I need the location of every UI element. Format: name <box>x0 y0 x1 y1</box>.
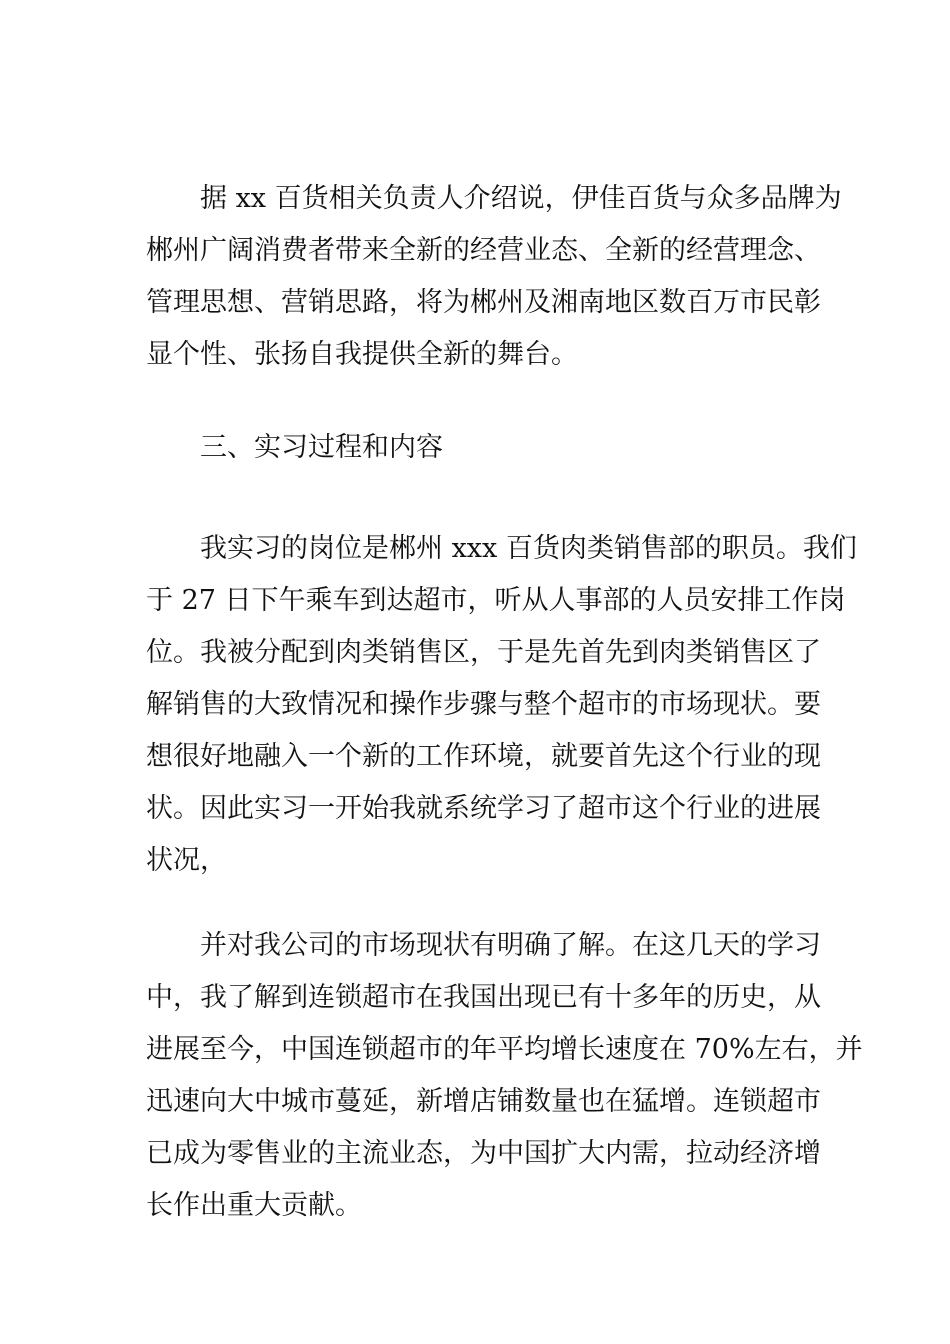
paragraph-line: 状。因此实习一开始我就系统学习了超市这个行业的进展 <box>146 793 821 824</box>
paragraph-line: 中，我了解到连锁超市在我国出现已有十多年的历史，从 <box>146 982 821 1013</box>
section-heading-text: 三、实习过程和内容 <box>200 432 443 463</box>
paragraph-line: 位。我被分配到肉类销售区，于是先首先到肉类销售区了 <box>146 637 821 668</box>
paragraph-line: 想很好地融入一个新的工作环境，就要首先这个行业的现 <box>146 741 821 772</box>
paragraph-internship-post <box>146 523 857 887</box>
paragraph-line: 管理思想、营销思路，将为郴州及湘南地区数百万市民彰 <box>146 287 821 318</box>
paragraph-line: 我实习的岗位是郴州 xxx 百货肉类销售部的职员。我们 <box>200 533 857 564</box>
paragraph-brand-intro <box>146 173 842 381</box>
paragraph-line: 迅速向大中城市蔓延，新增店铺数量也在猛增。连锁超市 <box>146 1086 821 1117</box>
paragraph-line: 于 27 日下午乘车到达超市，听从人事部的人员安排工作岗 <box>146 585 846 616</box>
paragraph-line: 进展至今，中国连锁超市的年平均增长速度在 70%左右，并 <box>146 1034 863 1065</box>
paragraph-line: 解销售的大致情况和操作步骤与整个超市的市场现状。要 <box>146 689 821 720</box>
paragraph-line: 郴州广阔消费者带来全新的经营业态、全新的经营理念、 <box>146 235 821 266</box>
paragraph-line: 已成为零售业的主流业态，为中国扩大内需，拉动经济增 <box>146 1138 821 1169</box>
paragraph-market-status <box>146 920 863 1232</box>
section-heading <box>146 422 806 474</box>
paragraph-line: 状况， <box>146 845 227 876</box>
paragraph-line: 据 xx 百货相关负责人介绍说，伊佳百货与众多品牌为 <box>200 183 842 214</box>
paragraph-line: 显个性、张扬自我提供全新的舞台。 <box>146 339 578 370</box>
paragraph-line: 长作出重大贡献。 <box>146 1190 362 1221</box>
paragraph-line: 并对我公司的市场现状有明确了解。在这几天的学习 <box>200 930 821 961</box>
